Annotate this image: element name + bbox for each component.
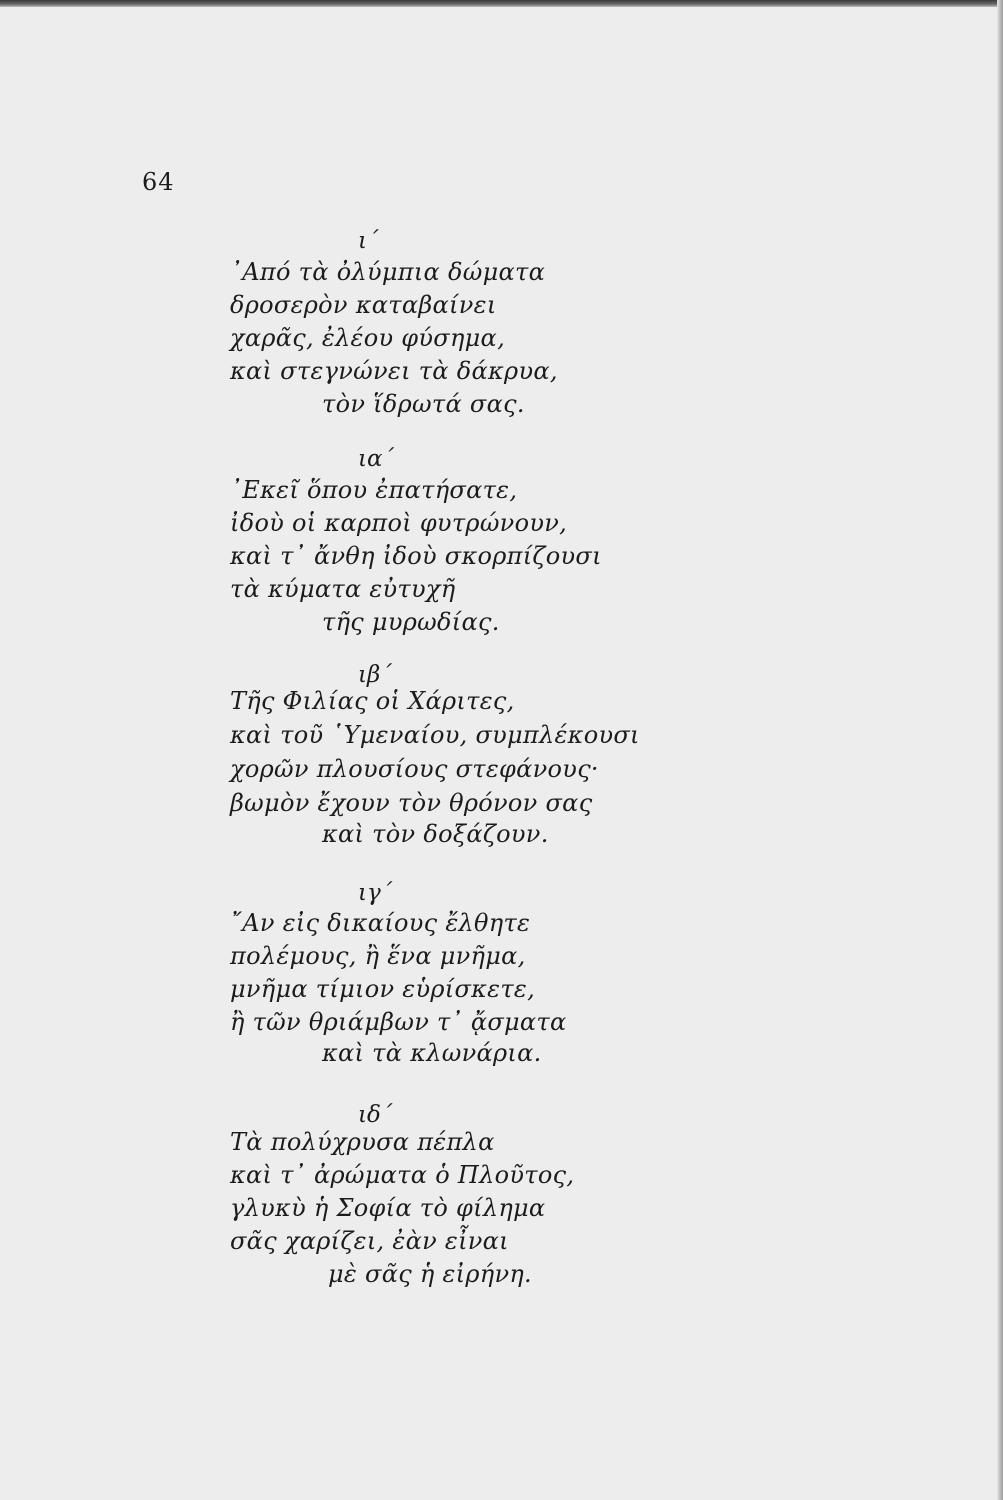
poem-line: πολέμους, ἢ ἕνα μνῆμα, bbox=[230, 942, 526, 970]
stanza-numeral: ια΄ bbox=[358, 446, 395, 472]
page-right-edge bbox=[997, 0, 1003, 1500]
stanza-numeral: ιδ΄ bbox=[358, 1102, 393, 1128]
poem-line: βωμὸν ἔχουν τὸν θρόνον σας bbox=[230, 789, 593, 817]
poem-line: ᾿Εκεῖ ὅπου ἐπατήσατε, bbox=[230, 476, 518, 504]
poem-line: ἰδοὺ οἱ καρποὶ φυτρώνουν, bbox=[230, 509, 568, 537]
poem-line: ἢ τῶν θριάμβων τ᾿ ᾄσματα bbox=[230, 1008, 567, 1036]
poem-line: σᾶς χαρίζει, ἐὰν εἶναι bbox=[230, 1227, 509, 1255]
page-number: 64 bbox=[142, 168, 175, 196]
poem-line: ᾿Από τὰ ὀλύμπια δώματα bbox=[230, 258, 546, 286]
poem-line: τὰ κύματα εὐτυχῆ bbox=[230, 575, 456, 603]
poem-line: καὶ τ᾿ ἄνθη ἰδοὺ σκορπίζουσι bbox=[230, 542, 602, 570]
stanza-numeral: ιγ΄ bbox=[358, 880, 393, 906]
poem-line: καὶ τὰ κλωνάρια. bbox=[322, 1039, 542, 1067]
page-top-edge bbox=[0, 0, 1003, 7]
poem-line: χαρᾶς, ἐλέου φύσημα, bbox=[230, 324, 505, 352]
poem-line: Τὰ πολύχρυσα πέπλα bbox=[230, 1128, 495, 1156]
poem-line: μνῆμα τίμιον εὑρίσκετε, bbox=[230, 975, 536, 1003]
poem-line: μὲ σᾶς ἡ εἰρήνη. bbox=[328, 1260, 532, 1288]
poem-line: τῆς μυρωδίας. bbox=[322, 608, 500, 636]
poem-line: καὶ τὸν δοξάζουν. bbox=[322, 820, 549, 848]
poem-line: Τῆς Φιλίας οἱ Χάριτες, bbox=[230, 687, 515, 715]
poem-line: καὶ τ᾿ ἀρώματα ὁ Πλοῦτος, bbox=[230, 1161, 575, 1189]
poem-line: ῎Αν εἰς δικαίους ἔλθητε bbox=[230, 909, 531, 937]
poem-line: γλυκὺ ἡ Σοφία τὸ φίλημα bbox=[230, 1194, 546, 1222]
poem-line: καὶ στεγνώνει τὰ δάκρυα, bbox=[230, 357, 558, 385]
stanza-numeral: ι΄ bbox=[358, 228, 379, 254]
poem-line: δροσερὸν καταβαίνει bbox=[230, 291, 497, 319]
poem-line: καὶ τοῦ ῾Υμεναίου, συμπλέκουσι bbox=[230, 721, 640, 749]
poem-line: τὸν ἵδρωτά σας. bbox=[322, 390, 525, 418]
poem-line: χορῶν πλουσίους στεφάνους· bbox=[230, 755, 599, 783]
stanza-numeral: ιβ΄ bbox=[358, 662, 392, 688]
